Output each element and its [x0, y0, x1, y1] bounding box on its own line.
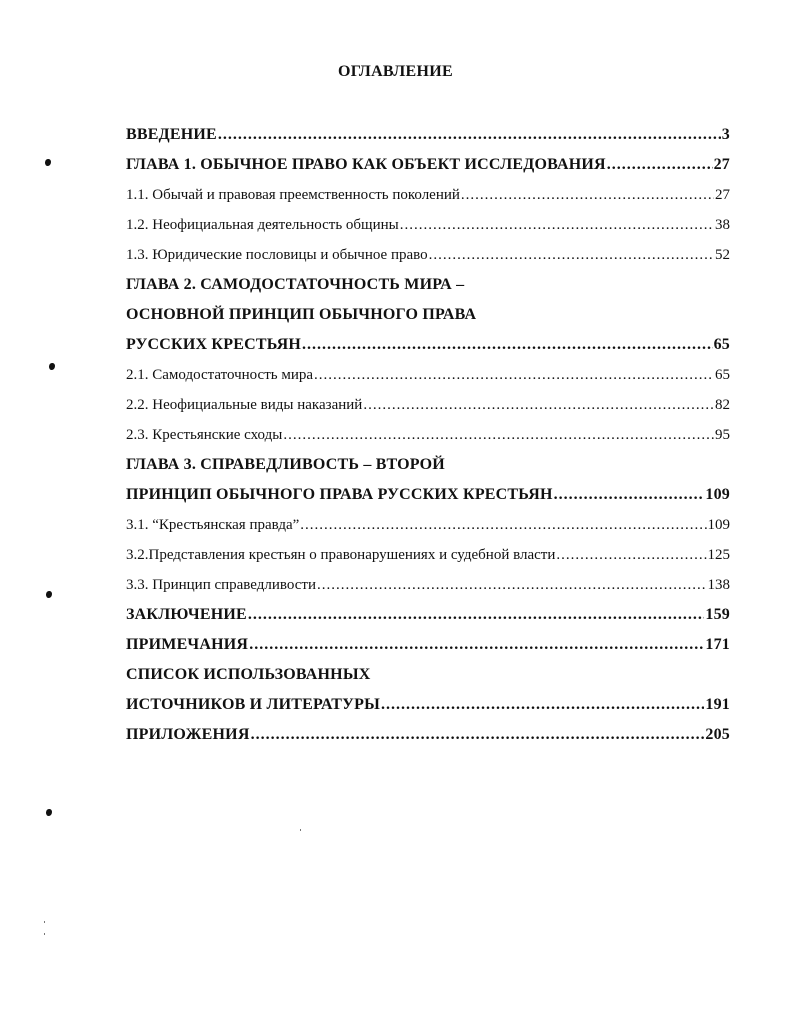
toc-label: 1.1. Обычай и правовая преемственность поколений — [126, 187, 460, 203]
binding-hole-mark — [49, 363, 55, 370]
dot-leader — [400, 210, 714, 240]
toc-page-number: 27 — [713, 156, 730, 173]
toc-label: СПИСОК ИСПОЛЬЗОВАННЫХ — [126, 666, 371, 683]
toc-entry-section-3-3[interactable] — [126, 570, 730, 600]
toc-label: РУССКИХ КРЕСТЬЯН — [126, 336, 302, 353]
toc-entry-chapter-2-line-1[interactable] — [126, 270, 730, 300]
toc-page-number: 125 — [707, 547, 730, 563]
toc-page-number: 159 — [705, 606, 730, 623]
dot-leader — [461, 180, 714, 210]
toc-page-number: 65 — [715, 367, 730, 383]
dot-leader — [429, 240, 714, 270]
dot-leader — [381, 690, 704, 720]
toc-entry-section-3-1[interactable] — [126, 510, 730, 540]
toc-page-number: 109 — [707, 517, 730, 533]
scan-speck — [300, 829, 301, 831]
toc-page-number: 82 — [715, 397, 730, 413]
dot-leader — [314, 360, 714, 390]
toc-label: 3.1. “Крестьянская правда” — [126, 517, 300, 533]
toc-entry-section-2-1[interactable] — [126, 360, 730, 390]
dot-leader — [300, 510, 706, 540]
toc-entry-introduction[interactable] — [126, 120, 730, 150]
toc-entry-chapter-3-line-2[interactable] — [126, 480, 730, 510]
toc-entry-section-2-3[interactable] — [126, 420, 730, 450]
toc-label: ОСНОВНОЙ ПРИНЦИП ОБЫЧНОГО ПРАВА — [126, 306, 477, 323]
toc-label: ИСТОЧНИКОВ И ЛИТЕРАТУРЫ — [126, 696, 380, 713]
table-of-contents — [126, 120, 730, 750]
binding-hole-mark — [46, 809, 52, 816]
binding-hole-mark — [45, 159, 51, 166]
dot-leader — [302, 330, 713, 360]
toc-entry-section-1-3[interactable] — [126, 240, 730, 270]
toc-entry-chapter-3-line-1[interactable] — [126, 450, 730, 480]
toc-page-number: 95 — [715, 427, 730, 443]
toc-label: 2.2. Неофициальные виды наказаний — [126, 397, 363, 413]
toc-entry-sources-line-1[interactable] — [126, 660, 730, 690]
toc-page-number: 138 — [707, 577, 730, 593]
binding-hole-mark — [46, 591, 52, 598]
toc-page-number: 3 — [721, 126, 730, 143]
toc-label: ПРИЛОЖЕНИЯ — [126, 726, 250, 743]
toc-label: 1.2. Неофициальная деятельность общины — [126, 217, 399, 233]
toc-entry-conclusion[interactable] — [126, 600, 730, 630]
toc-entry-section-3-2[interactable] — [126, 540, 730, 570]
dot-leader — [607, 150, 713, 180]
dot-leader — [317, 570, 706, 600]
toc-entry-chapter-1[interactable] — [126, 150, 730, 180]
toc-label: 2.1. Самодостаточность мира — [126, 367, 314, 383]
dot-leader — [218, 120, 721, 150]
toc-entry-notes[interactable] — [126, 630, 730, 660]
toc-label: 3.2.Представления крестьян о правонарушениях и судебной власти — [126, 547, 556, 563]
toc-label: 2.3. Крестьянские сходы — [126, 427, 283, 443]
dot-leader — [251, 720, 705, 750]
toc-entry-section-2-2[interactable] — [126, 390, 730, 420]
toc-page-number: 171 — [705, 636, 730, 653]
toc-page-number: 205 — [705, 726, 730, 743]
toc-label: ПРИМЕЧАНИЯ — [126, 636, 249, 653]
toc-page-number: 38 — [715, 217, 730, 233]
toc-label: 1.3. Юридические пословицы и обычное право — [126, 247, 428, 263]
scan-speck — [44, 933, 45, 935]
page-title: ОГЛАВЛЕНИЕ — [338, 63, 453, 80]
toc-page-number: 65 — [713, 336, 730, 353]
toc-entry-appendices[interactable] — [126, 720, 730, 750]
toc-page-number: 109 — [705, 486, 730, 503]
toc-label: ПРИНЦИП ОБЫЧНОГО ПРАВА РУССКИХ КРЕСТЬЯН — [126, 486, 553, 503]
toc-page-number: 52 — [715, 247, 730, 263]
toc-label: ВВЕДЕНИЕ — [126, 126, 217, 143]
dot-leader — [248, 600, 704, 630]
toc-entry-section-1-1[interactable] — [126, 180, 730, 210]
toc-entry-chapter-2-line-3[interactable] — [126, 330, 730, 360]
dot-leader — [554, 480, 705, 510]
toc-entry-sources-line-2[interactable] — [126, 690, 730, 720]
scan-speck — [44, 921, 45, 923]
toc-label: ГЛАВА 1. ОБЫЧНОЕ ПРАВО КАК ОБЪЕКТ ИССЛЕДОВАНИЯ — [126, 156, 606, 173]
toc-label: ЗАКЛЮЧЕНИЕ — [126, 606, 247, 623]
dot-leader — [249, 630, 704, 660]
toc-label: 3.3. Принцип справедливости — [126, 577, 317, 593]
dot-leader — [556, 540, 706, 570]
toc-label: ГЛАВА 2. САМОДОСТАТОЧНОСТЬ МИРА – — [126, 276, 465, 293]
toc-entry-section-1-2[interactable] — [126, 210, 730, 240]
toc-label: ГЛАВА 3. СПРАВЕДЛИВОСТЬ – ВТОРОЙ — [126, 456, 445, 473]
toc-entry-chapter-2-line-2[interactable] — [126, 300, 730, 330]
toc-page-number: 27 — [715, 187, 730, 203]
dot-leader — [363, 390, 714, 420]
dot-leader — [283, 420, 714, 450]
toc-page-number: 191 — [705, 696, 730, 713]
